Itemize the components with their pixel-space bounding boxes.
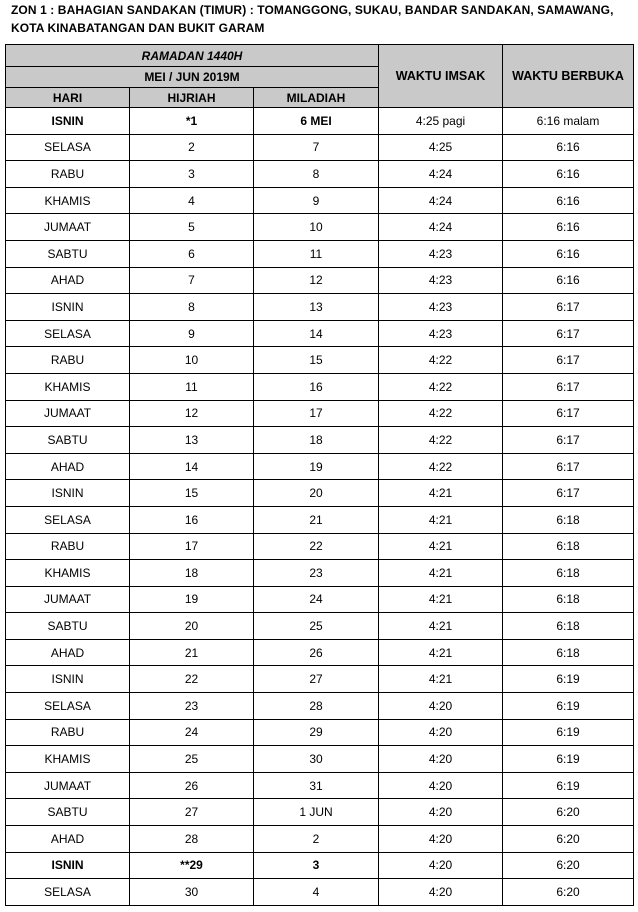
cell-berbuka: 6:17 [503, 347, 634, 374]
cell-hari: KHAMIS [6, 560, 130, 587]
cell-imsak: 4:21 [379, 586, 503, 613]
cell-imsak: 4:21 [379, 480, 503, 507]
cell-imsak: 4:20 [379, 826, 503, 853]
table-row [6, 879, 634, 906]
cell-miladiah: 25 [254, 613, 379, 640]
cell-berbuka: 6:17 [503, 427, 634, 454]
cell-miladiah: 18 [254, 427, 379, 454]
cell-berbuka: 6:20 [503, 852, 634, 879]
cell-hijriah: 17 [130, 533, 254, 560]
table-row [6, 746, 634, 773]
cell-imsak: 4:23 [379, 267, 503, 294]
cell-imsak: 4:23 [379, 294, 503, 321]
cell-miladiah: 8 [254, 161, 379, 188]
cell-berbuka: 6:16 malam [503, 108, 634, 135]
cell-miladiah: 2 [254, 826, 379, 853]
cell-miladiah: 26 [254, 639, 379, 666]
cell-miladiah: 29 [254, 719, 379, 746]
table-row [6, 134, 634, 161]
cell-berbuka: 6:20 [503, 879, 634, 906]
cell-hijriah: 23 [130, 693, 254, 720]
cell-hijriah: 30 [130, 879, 254, 906]
cell-imsak: 4:21 [379, 560, 503, 587]
cell-imsak: 4:25 pagi [379, 108, 503, 135]
cell-hari: SABTU [6, 427, 130, 454]
cell-hari: KHAMIS [6, 746, 130, 773]
cell-hari: SELASA [6, 320, 130, 347]
cell-imsak: 4:21 [379, 533, 503, 560]
cell-miladiah: 12 [254, 267, 379, 294]
cell-miladiah: 22 [254, 533, 379, 560]
cell-miladiah: 16 [254, 373, 379, 400]
cell-hijriah: 2 [130, 134, 254, 161]
cell-hari: AHAD [6, 639, 130, 666]
cell-hari: RABU [6, 533, 130, 560]
cell-hijriah: 24 [130, 719, 254, 746]
cell-hijriah: *1 [130, 108, 254, 135]
header-waktu-berbuka: WAKTU BERBUKA [503, 45, 634, 108]
cell-hijriah: 18 [130, 560, 254, 587]
cell-imsak: 4:20 [379, 719, 503, 746]
cell-imsak: 4:20 [379, 693, 503, 720]
cell-hijriah: **29 [130, 852, 254, 879]
cell-imsak: 4:23 [379, 240, 503, 267]
cell-hari: SELASA [6, 879, 130, 906]
cell-hari: SELASA [6, 134, 130, 161]
cell-imsak: 4:20 [379, 879, 503, 906]
table-row [6, 826, 634, 853]
cell-hijriah: 11 [130, 373, 254, 400]
cell-hari: ISNIN [6, 852, 130, 879]
cell-hijriah: 21 [130, 639, 254, 666]
table-row [6, 586, 634, 613]
table-row [6, 214, 634, 241]
table-row [6, 772, 634, 799]
cell-berbuka: 6:18 [503, 639, 634, 666]
cell-imsak: 4:21 [379, 506, 503, 533]
cell-hijriah: 13 [130, 427, 254, 454]
cell-berbuka: 6:16 [503, 240, 634, 267]
table-row [6, 373, 634, 400]
cell-hari: KHAMIS [6, 373, 130, 400]
cell-hijriah: 3 [130, 161, 254, 188]
header-waktu-imsak: WAKTU IMSAK [379, 45, 503, 108]
cell-berbuka: 6:17 [503, 373, 634, 400]
cell-berbuka: 6:19 [503, 719, 634, 746]
cell-imsak: 4:22 [379, 400, 503, 427]
cell-hari: SELASA [6, 506, 130, 533]
table-row [6, 161, 634, 188]
cell-hari: JUMAAT [6, 214, 130, 241]
cell-hari: ISNIN [6, 294, 130, 321]
table-row [6, 294, 634, 321]
cell-berbuka: 6:19 [503, 666, 634, 693]
header-miladiah: MILADIAH [254, 88, 379, 108]
cell-hari: RABU [6, 347, 130, 374]
cell-berbuka: 6:17 [503, 480, 634, 507]
ramadan-schedule-table [5, 44, 634, 906]
cell-hari: ISNIN [6, 108, 130, 135]
table-row [6, 320, 634, 347]
cell-hijriah: 7 [130, 267, 254, 294]
table-title: RAMADAN 1440H [6, 45, 379, 67]
table-row [6, 560, 634, 587]
cell-imsak: 4:24 [379, 161, 503, 188]
cell-miladiah: 20 [254, 480, 379, 507]
cell-imsak: 4:20 [379, 772, 503, 799]
cell-hari: ISNIN [6, 666, 130, 693]
cell-hijriah: 26 [130, 772, 254, 799]
table-row [6, 108, 634, 135]
cell-hijriah: 5 [130, 214, 254, 241]
cell-berbuka: 6:19 [503, 746, 634, 773]
cell-hari: JUMAAT [6, 586, 130, 613]
cell-hijriah: 12 [130, 400, 254, 427]
cell-miladiah: 17 [254, 400, 379, 427]
cell-hijriah: 28 [130, 826, 254, 853]
cell-hijriah: 8 [130, 294, 254, 321]
cell-hari: AHAD [6, 267, 130, 294]
cell-hijriah: 6 [130, 240, 254, 267]
table-row [6, 347, 634, 374]
table-row [6, 187, 634, 214]
cell-hari: SELASA [6, 693, 130, 720]
cell-imsak: 4:25 [379, 134, 503, 161]
cell-imsak: 4:21 [379, 613, 503, 640]
cell-hijriah: 22 [130, 666, 254, 693]
cell-miladiah: 11 [254, 240, 379, 267]
cell-hijriah: 4 [130, 187, 254, 214]
cell-imsak: 4:24 [379, 214, 503, 241]
cell-berbuka: 6:19 [503, 772, 634, 799]
cell-berbuka: 6:16 [503, 187, 634, 214]
cell-berbuka: 6:17 [503, 294, 634, 321]
cell-hari: SABTU [6, 613, 130, 640]
cell-hijriah: 20 [130, 613, 254, 640]
cell-hijriah: 25 [130, 746, 254, 773]
cell-hari: JUMAAT [6, 772, 130, 799]
table-row [6, 453, 634, 480]
cell-miladiah: 21 [254, 506, 379, 533]
table-row [6, 267, 634, 294]
cell-imsak: 4:22 [379, 347, 503, 374]
cell-berbuka: 6:17 [503, 400, 634, 427]
table-row [6, 533, 634, 560]
cell-imsak: 4:22 [379, 427, 503, 454]
table-row [6, 427, 634, 454]
cell-miladiah: 9 [254, 187, 379, 214]
table-row [6, 693, 634, 720]
cell-imsak: 4:24 [379, 187, 503, 214]
cell-imsak: 4:23 [379, 320, 503, 347]
cell-miladiah: 10 [254, 214, 379, 241]
cell-miladiah: 30 [254, 746, 379, 773]
table-row [6, 613, 634, 640]
table-row [6, 852, 634, 879]
cell-berbuka: 6:18 [503, 613, 634, 640]
cell-hari: ISNIN [6, 480, 130, 507]
cell-berbuka: 6:18 [503, 533, 634, 560]
cell-hijriah: 15 [130, 480, 254, 507]
cell-miladiah: 7 [254, 134, 379, 161]
cell-berbuka: 6:16 [503, 134, 634, 161]
cell-imsak: 4:21 [379, 666, 503, 693]
cell-hari: AHAD [6, 826, 130, 853]
cell-miladiah: 27 [254, 666, 379, 693]
cell-hijriah: 10 [130, 347, 254, 374]
cell-hari: SABTU [6, 799, 130, 826]
cell-miladiah: 23 [254, 560, 379, 587]
header-hari: HARI [6, 88, 130, 108]
cell-miladiah: 13 [254, 294, 379, 321]
cell-hijriah: 27 [130, 799, 254, 826]
cell-miladiah: 24 [254, 586, 379, 613]
table-row [6, 799, 634, 826]
table-row [6, 719, 634, 746]
cell-imsak: 4:21 [379, 639, 503, 666]
cell-berbuka: 6:17 [503, 320, 634, 347]
cell-imsak: 4:20 [379, 799, 503, 826]
cell-berbuka: 6:16 [503, 161, 634, 188]
cell-hari: RABU [6, 719, 130, 746]
cell-miladiah: 6 MEI [254, 108, 379, 135]
cell-imsak: 4:20 [379, 746, 503, 773]
cell-berbuka: 6:19 [503, 693, 634, 720]
cell-miladiah: 28 [254, 693, 379, 720]
table-row [6, 400, 634, 427]
cell-miladiah: 1 JUN [254, 799, 379, 826]
table-row [6, 639, 634, 666]
table-subtitle: MEI / JUN 2019M [6, 67, 379, 88]
cell-hijriah: 14 [130, 453, 254, 480]
cell-hijriah: 9 [130, 320, 254, 347]
cell-imsak: 4:22 [379, 453, 503, 480]
cell-imsak: 4:22 [379, 373, 503, 400]
cell-miladiah: 14 [254, 320, 379, 347]
cell-miladiah: 4 [254, 879, 379, 906]
cell-berbuka: 6:20 [503, 826, 634, 853]
cell-berbuka: 6:18 [503, 506, 634, 533]
cell-miladiah: 3 [254, 852, 379, 879]
cell-berbuka: 6:20 [503, 799, 634, 826]
cell-hari: JUMAAT [6, 400, 130, 427]
cell-miladiah: 15 [254, 347, 379, 374]
table-body [6, 108, 634, 906]
header-hijriah: HIJRIAH [130, 88, 254, 108]
cell-imsak: 4:20 [379, 852, 503, 879]
table-row [6, 666, 634, 693]
cell-berbuka: 6:18 [503, 560, 634, 587]
table-row [6, 480, 634, 507]
table-row [6, 506, 634, 533]
cell-hari: RABU [6, 161, 130, 188]
cell-hijriah: 16 [130, 506, 254, 533]
table-row [6, 240, 634, 267]
cell-miladiah: 19 [254, 453, 379, 480]
cell-berbuka: 6:16 [503, 267, 634, 294]
cell-berbuka: 6:16 [503, 214, 634, 241]
cell-hijriah: 19 [130, 586, 254, 613]
cell-hari: KHAMIS [6, 187, 130, 214]
cell-miladiah: 31 [254, 772, 379, 799]
cell-berbuka: 6:18 [503, 586, 634, 613]
page-heading: ZON 1 : BAHAGIAN SANDAKAN (TIMUR) : TOMANGGONG, SUKAU, BANDAR SANDAKAN, SAMAWANG, KOTA KINABATANGAN DAN BUKIT GARAM [11, 3, 614, 35]
cell-berbuka: 6:17 [503, 453, 634, 480]
cell-hari: AHAD [6, 453, 130, 480]
cell-hari: SABTU [6, 240, 130, 267]
